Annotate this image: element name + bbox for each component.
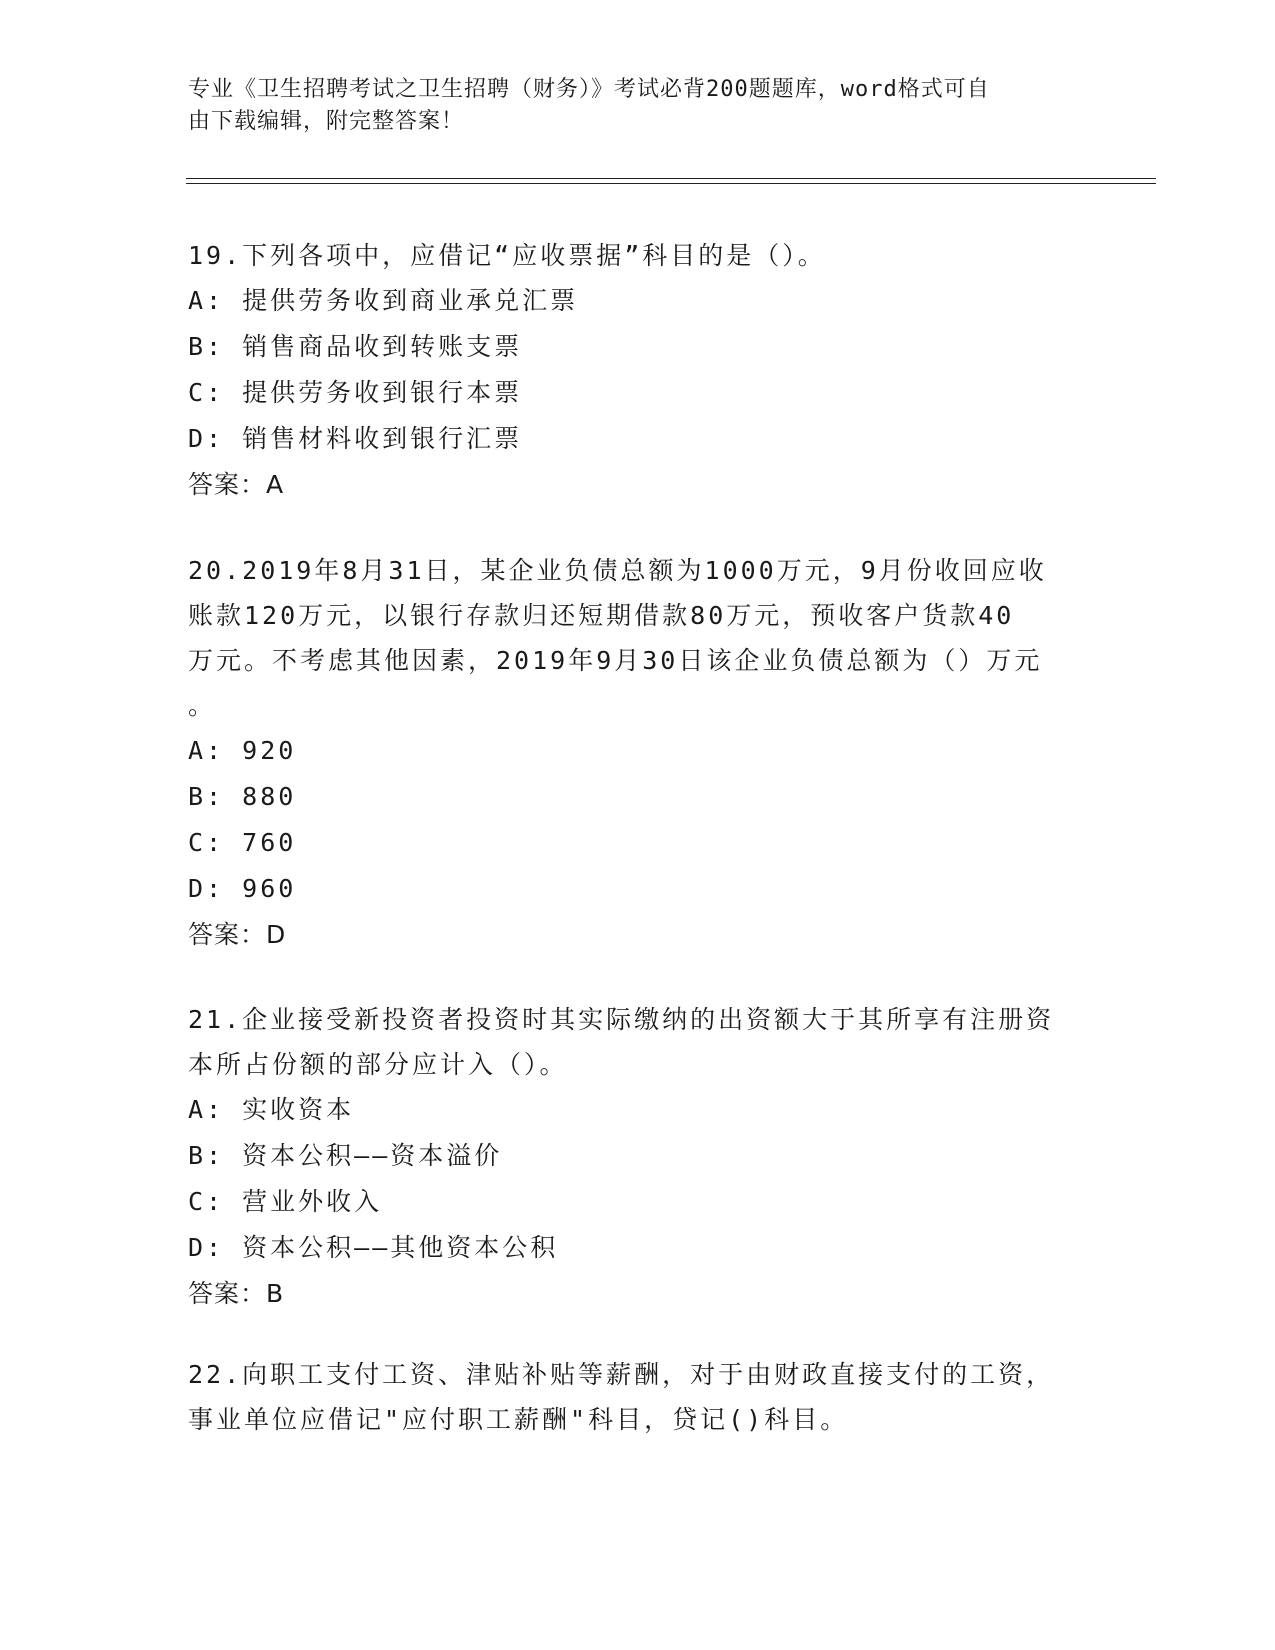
question-20 bbox=[188, 548, 1088, 958]
stem-line: 22.向职工支付工资、津贴补贴等薪酬，对于由财政直接支付的工资， bbox=[188, 1360, 1055, 1389]
answer: 答案：D bbox=[188, 920, 287, 949]
stem-line: 本所占份额的部分应计入（）。 bbox=[188, 1050, 568, 1079]
option-d: D: 960 bbox=[188, 874, 297, 903]
option-c: C: 提供劳务收到银行本票 bbox=[188, 378, 523, 407]
header-divider-bottom bbox=[186, 183, 1156, 184]
stem-line: 。 bbox=[188, 691, 217, 720]
question-19 bbox=[188, 233, 1088, 508]
option-b: B: 880 bbox=[188, 782, 297, 811]
answer: 答案：B bbox=[188, 1279, 285, 1308]
stem-line: 21.企业接受新投资者投资时其实际缴纳的出资额大于其所享有注册资 bbox=[188, 1005, 1055, 1034]
question-stem bbox=[188, 1352, 1088, 1442]
option-d: D: 销售材料收到银行汇票 bbox=[188, 424, 523, 453]
question-stem bbox=[188, 997, 1088, 1087]
question-stem bbox=[188, 548, 1088, 728]
header-divider-top bbox=[186, 178, 1156, 179]
option-a: A: 920 bbox=[188, 736, 297, 765]
option-c: C: 760 bbox=[188, 828, 297, 857]
header-line-1: 专业《卫生招聘考试之卫生招聘（财务）》考试必背200题题库，word格式可自 bbox=[188, 77, 990, 102]
stem-line: 账款120万元，以银行存款归还短期借款80万元，预收客户货款40 bbox=[188, 601, 1015, 630]
stem-line: 事业单位应借记"应付职工薪酬"科目，贷记()科目。 bbox=[188, 1405, 849, 1434]
answer: 答案：A bbox=[188, 470, 285, 499]
option-b: B: 资本公积——资本溢价 bbox=[188, 1141, 503, 1170]
question-22 bbox=[188, 1352, 1088, 1442]
stem-line: 万元。不考虑其他因素，2019年9月30日该企业负债总额为（）万元 bbox=[188, 646, 1043, 675]
document-header bbox=[188, 74, 1068, 138]
stem-line: 20.2019年8月31日，某企业负债总额为1000万元，9月份收回应收 bbox=[188, 556, 1047, 585]
option-a: A: 提供劳务收到商业承兑汇票 bbox=[188, 286, 579, 315]
question-stem bbox=[188, 233, 1088, 278]
option-d: D: 资本公积——其他资本公积 bbox=[188, 1233, 559, 1262]
option-a: A: 实收资本 bbox=[188, 1095, 355, 1124]
header-line-2: 由下载编辑，附完整答案！ bbox=[188, 109, 465, 134]
option-c: C: 营业外收入 bbox=[188, 1187, 383, 1216]
stem-line: 19.下列各项中，应借记“应收票据”科目的是（）。 bbox=[188, 241, 826, 270]
question-21 bbox=[188, 997, 1088, 1317]
option-b: B: 销售商品收到转账支票 bbox=[188, 332, 523, 361]
